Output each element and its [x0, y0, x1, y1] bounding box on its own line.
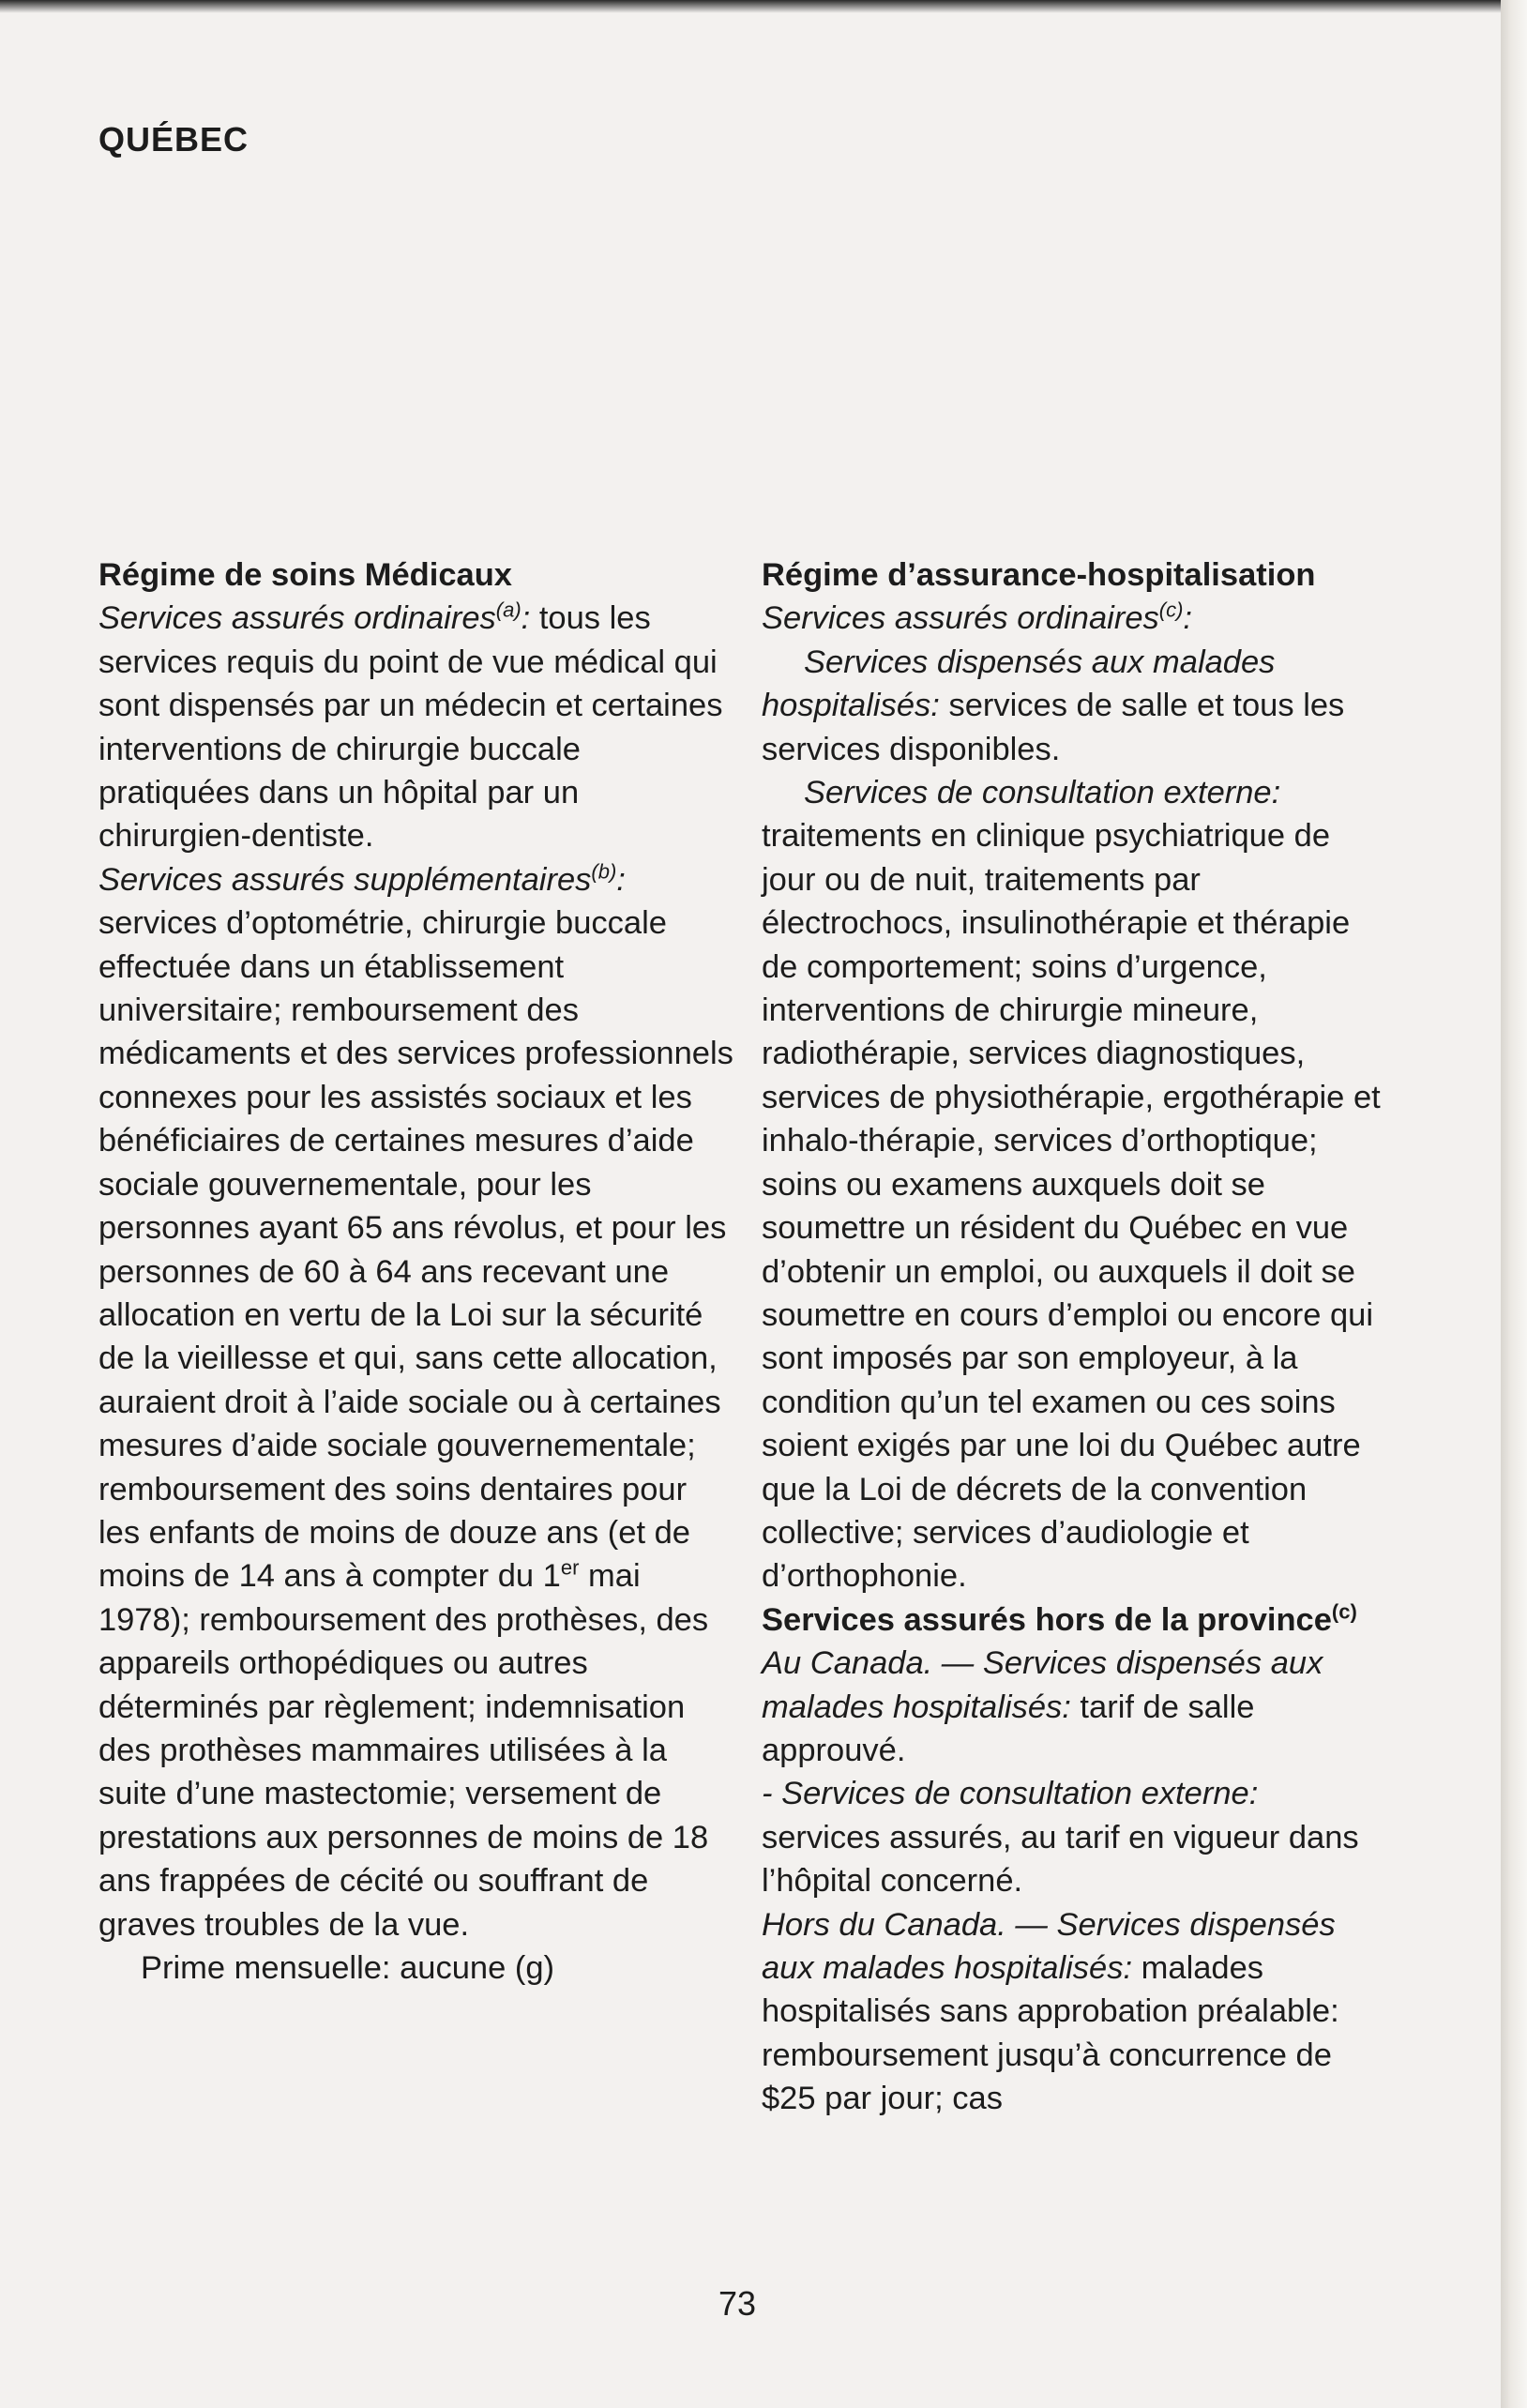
monthly-premium: Prime mensuelle: aucune (g): [141, 1950, 555, 1986]
inpatient-paragraph: [762, 641, 1381, 771]
ordinary-services-label: Services assurés ordinaires$^{(a)}$:: [98, 598, 531, 637]
ordinary-services-text: tous les services requis du point de vue médical qui sont dispensés par un médecin et certaines interventions de chirurgie buccale pratiquées dans un hôpital par un chirurgien-dentiste.: [98, 600, 723, 855]
outpatient-paragraph: [762, 771, 1381, 1598]
canada-paragraph: [762, 1642, 1381, 1772]
scan-top-shadow: [0, 0, 1527, 13]
canada-label: Au Canada. — Services dispensés aux malades hospitalisés:: [762, 1645, 1323, 1725]
right-column: [762, 553, 1381, 2121]
inpatient-text: services de salle et tous les services disponibles.: [762, 688, 1345, 767]
superscript-er: er: [560, 1555, 580, 1580]
canada-outpatient-text: services assurés, au tarif en vigueur dans l’hôpital concerné.: [762, 1819, 1359, 1900]
supplementary-services-text-a: services d’optométrie, chirurgie buccale effectuée dans un établissement universitaire; remboursement des médicaments et des services professionnels connexes pour les assistés sociaux et les bénéficiaires de certaines mesures d’aide sociale gouvernementale, pour les personnes ayant 65 ans révolus, et pour les personnes de 60 à 64 ans recevant une allocation en vertu de la Loi sur la sécurité de la vieillesse et qui, sans cette allocation, auraient droit à l’aide sociale ou à certaines mesures d’aide sociale gouvernementale; remboursement des soins dentaires pour les enfants de moins de douze ans (et de moins de 14 ans à compter du 1: [98, 905, 733, 1595]
canada-text: tarif de salle approuvé.: [762, 1689, 1255, 1768]
outside-canada-text: malades hospitalisés sans approbation préalable: remboursement jusqu’à concurrence de $25 par jour; cas: [762, 1950, 1339, 2117]
inpatient-label: Services dispensés aux malades hospitalisés:: [762, 644, 1276, 724]
outside-canada-paragraph: [762, 1903, 1381, 2121]
page-header: QUÉBEC: [98, 120, 249, 159]
medical-plan-heading: Régime de soins Médicaux: [98, 557, 512, 593]
outpatient-text: traitements en clinique psychiatrique de jour ou de nuit, traitements par électrochocs, insulinothérapie et thérapie de comportement; soins d’urgence, interventions de chirurgie mineure, radiothérapie, services diagnostiques, services de physiothérapie, ergothérapie et inhalo-thérapie, services d’orthoptique; soins ou examens auxquels doit se soumettre un résident du Québec en vue d’obtenir un emploi, ou auxquels il doit se soumettre en cours d’emploi ou encore qui sont imposés par son employeur, à la condition qu’un tel examen ou ces soins soient exigés par une loi du Québec autre que la Loi de décrets de la convention collective; services d’audiologie et d’orthophonie.: [762, 818, 1381, 1595]
out-of-province-heading: Services assurés hors de la province$^{(c)}$: [762, 1599, 1357, 1638]
hospital-plan-heading: Régime d’assurance-hospitalisation: [762, 557, 1316, 593]
outpatient-label: Services de consultation externe:: [804, 775, 1281, 811]
supplementary-services-paragraph: [98, 858, 736, 1946]
outside-canada-label: Hors du Canada. — Services dispensés aux malades hospitalisés:: [762, 1906, 1336, 1986]
page-number: 73: [718, 2284, 757, 2323]
ordinary-services-paragraph: [98, 597, 736, 857]
page-edge: [1501, 0, 1527, 2408]
supplementary-services-text-b: mai 1978); remboursement des prothèses, des appareils orthopédiques ou autres déterminés par règlement; indemnisation des prothèses mammaires utilisées à la suite d’une mastectomie; versement de prestations aux personnes de moins de 18 ans frappées de cécité ou souffrant de graves troubles de la vue.: [98, 1558, 709, 1943]
canada-outpatient-label: - Services de consultation externe:: [762, 1776, 1259, 1812]
hospital-ordinary-label: Services assurés ordinaires$^{(c)}$:: [762, 598, 1193, 637]
supplementary-services-label: Services assurés supplémentaires$^{(b)}$:: [98, 859, 626, 898]
canada-outpatient-paragraph: [762, 1772, 1381, 1902]
left-column: [98, 553, 736, 1990]
